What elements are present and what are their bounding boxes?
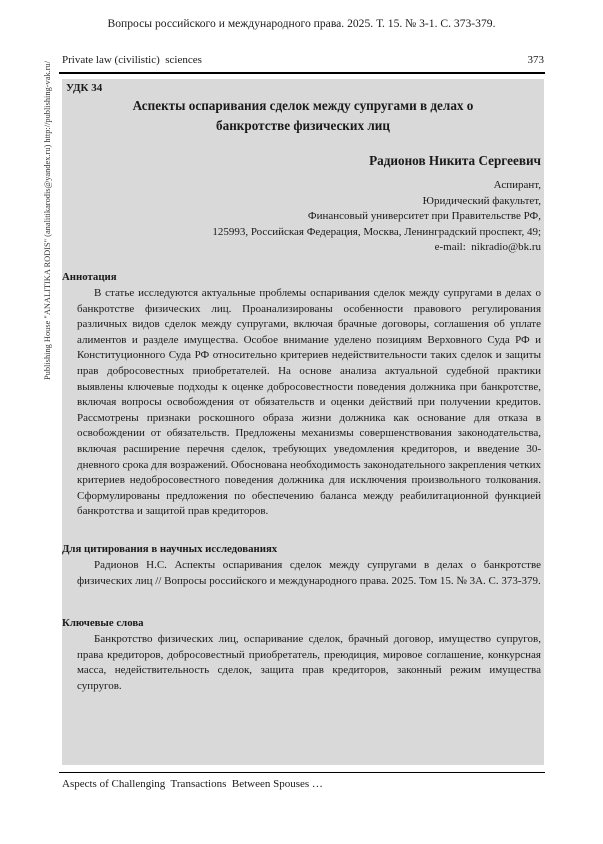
citation-heading: Для цитирования в научных исследованиях [62,543,278,555]
header-rule [59,72,545,74]
author-name: Радионов Никита Сергеевич [369,153,541,168]
abstract-text: В статье исследуются актуальные проблемы оспаривания сделок между супругами в делах о банкротстве физических лиц. Проанализированы особенности правового регулирования различных видов сделок между супругами, включая брачные договоры, соглашения об уплате алиментов и разделе имущества. Особое внимание уделено позициям Верховного Суда РФ и Конституционного Суда РФ относительно критериев недействительности таких сделок и защиты прав добросовестных приобретателей. На основе анализа актуальной судебной практики выявлены ключевые подходы к оценке добросовестности поведения должника при банкротстве, включая вопросы освобождения от обязательств и оценки действий при получении кредитов. Рассмотрены признаки роскошного образа жизни должника как основание для отказа в освобождении от обязательств. Предложены механизмы совершенствования законодательства, включая расширение перечня сделок, требующих уведомления кредиторов, и введение 30-дневного срока для возражений. Обоснована необходимость законодательного закрепления четких критериев недобросовестного поведения должника для исключения произвольного толкования. Сформулированы предложения по обеспечению баланса между реабилитационной функцией банкротства и защитой прав кредиторов. [77,287,541,518]
affiliation-line: Финансовый университет при Правительстве РФ, [307,210,541,223]
journal-header: Вопросы российского и международного права. 2025. Т. 15. № 3-1. С. 373-379. [107,17,496,30]
footer-running-title: Aspects of Challenging Transactions Between Spouses … [62,778,323,790]
section-name: Private law (civilistic) sciences [62,54,202,66]
title-line-1: Аспекты оспаривания сделок между супругами в делах о [132,98,474,113]
affiliation-line: Аспирант, [493,179,541,191]
abstract-heading: Аннотация [62,271,117,283]
author-affiliation [212,178,541,256]
article-title [62,96,544,136]
title-line-2: банкротстве физических лиц [216,118,390,133]
keywords-heading: Ключевые слова [62,617,144,629]
udk-code: УДК 34 [66,82,103,94]
author-email[interactable]: e-mail: nikradio@bk.ru [434,241,541,254]
publisher-side-text: Publishing House "ANALITIKA RODIS" (analitikarodis@yandex.ru) http://publishing-vak.ru/ [43,60,52,380]
citation-text: Радионов Н.С. Аспекты оспаривания сделок между супругами в делах о банкротстве физических лиц // Вопросы российского и международного права. 2025. Том 15. № 3А. С. 373-379. [77,559,541,587]
running-head [62,54,544,66]
affiliation-line: 125993, Российская Федерация, Москва, Ленинградский проспект, 49; [212,225,541,238]
keywords-text: Банкротство физических лиц, оспаривание сделок, брачный договор, имущество супругов, права кредиторов, добросовестный приобретатель, преюдиция, мировое соглашение, конкурсная масса, недействительность сделок, защита прав кредиторов, законный режим имущества супругов. [77,633,541,692]
footer-rule [59,772,545,773]
page-number: 373 [527,54,544,66]
affiliation-line: Юридический факультет, [422,194,541,207]
